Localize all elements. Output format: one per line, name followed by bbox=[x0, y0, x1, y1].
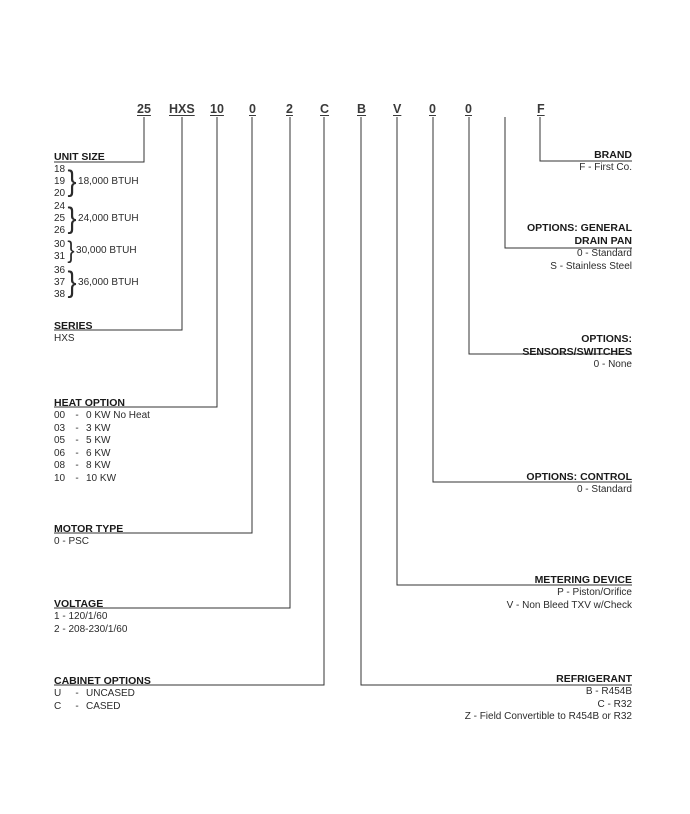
unit-size-value: 37 bbox=[54, 277, 66, 289]
series-section bbox=[54, 320, 93, 346]
refrigerant-item: B - R454B bbox=[585, 686, 632, 697]
motor-type-section bbox=[54, 523, 123, 549]
brace-icon: } bbox=[67, 202, 77, 236]
motor-type-title: MOTOR TYPE bbox=[54, 523, 124, 535]
unit-size-value: 25 bbox=[54, 213, 66, 225]
voltage-item: 1 - 120/1/60 bbox=[54, 611, 108, 622]
brand-item: F - First Co. bbox=[579, 162, 632, 173]
unit-size-value: 18 bbox=[54, 164, 66, 175]
code-cabinet-options: C bbox=[320, 102, 330, 116]
heat-option-row: 00 - 0 KW No Heat bbox=[54, 410, 150, 421]
code-unit-size: 25 bbox=[137, 102, 151, 116]
refrigerant-title: REFRIGERANT bbox=[556, 673, 632, 685]
brand-title: BRAND bbox=[594, 149, 632, 161]
brace-icon: } bbox=[67, 165, 77, 199]
options-general-item: S - Stainless Steel bbox=[550, 260, 632, 272]
unit-size-title: UNIT SIZE bbox=[54, 151, 105, 163]
unit-size-group-24k bbox=[54, 201, 139, 238]
heat-option-row: 10 - 10 KW bbox=[54, 472, 117, 484]
options-general-subtitle: DRAIN PAN bbox=[574, 235, 632, 247]
unit-size-capacity: 36,000 BTUH bbox=[78, 277, 139, 289]
heat-option-row: 06 - 6 KW bbox=[54, 447, 111, 459]
unit-size-value: 36 bbox=[54, 265, 66, 276]
heat-option-row: 05 - 5 KW bbox=[54, 435, 111, 447]
voltage-item: 2 - 208-230/1/60 bbox=[54, 623, 128, 635]
cabinet-options-row: C - CASED bbox=[54, 700, 121, 712]
options-control-section bbox=[526, 471, 632, 497]
code-series: HXS bbox=[169, 102, 195, 116]
metering-device-section bbox=[507, 574, 632, 612]
unit-size-value: 20 bbox=[54, 188, 66, 200]
unit-size-group-18k bbox=[54, 164, 139, 201]
code-refrigerant: B bbox=[357, 102, 367, 116]
cabinet-options-section bbox=[54, 675, 151, 713]
unit-size-group-30k bbox=[54, 239, 137, 263]
series-title: SERIES bbox=[54, 320, 93, 332]
options-sensors-subtitle: SENSORS/SWITCHES bbox=[522, 346, 632, 358]
motor-type-item: 0 - PSC bbox=[54, 536, 90, 547]
heat-option-row: 08 - 8 KW bbox=[54, 460, 111, 472]
options-sensors-item: 0 - None bbox=[593, 359, 632, 370]
code-motor-type: 0 bbox=[249, 102, 256, 116]
unit-size-capacity: 30,000 BTUH bbox=[76, 245, 137, 257]
metering-device-item: P - Piston/Orifice bbox=[557, 587, 632, 598]
unit-size-capacity: 18,000 BTUH bbox=[78, 176, 139, 188]
options-control-item: 0 - Standard bbox=[576, 484, 632, 495]
refrigerant-item: C - R32 bbox=[597, 698, 632, 710]
code-metering-device: V bbox=[393, 102, 402, 116]
unit-size-section bbox=[54, 151, 105, 164]
heat-option-row: 03 - 3 KW bbox=[54, 422, 111, 434]
brace-icon: } bbox=[67, 266, 77, 300]
brace-icon: } bbox=[67, 237, 75, 265]
voltage-section bbox=[54, 598, 127, 636]
unit-size-value: 30 bbox=[54, 239, 66, 250]
metering-device-item: V - Non Bleed TXV w/Check bbox=[506, 599, 632, 611]
unit-size-value: 31 bbox=[54, 251, 66, 263]
options-sensors-section bbox=[522, 333, 632, 372]
cabinet-options-title: CABINET OPTIONS bbox=[54, 675, 151, 687]
cabinet-options-row: U - UNCASED bbox=[54, 688, 135, 699]
unit-size-value: 26 bbox=[54, 225, 66, 237]
options-general-section bbox=[527, 222, 632, 273]
code-voltage: 2 bbox=[286, 102, 293, 116]
unit-size-value: 24 bbox=[54, 201, 66, 212]
metering-device-title: METERING DEVICE bbox=[534, 574, 632, 586]
code-heat-option: 10 bbox=[210, 102, 224, 116]
refrigerant-section bbox=[465, 673, 632, 724]
voltage-title: VOLTAGE bbox=[54, 598, 104, 610]
refrigerant-item: Z - Field Convertible to R454B or R32 bbox=[464, 711, 632, 723]
options-sensors-title: OPTIONS: bbox=[581, 333, 632, 345]
series-value: HXS bbox=[54, 333, 75, 344]
unit-size-capacity: 24,000 BTUH bbox=[78, 213, 139, 225]
options-control-title: OPTIONS: CONTROL bbox=[526, 471, 632, 483]
options-general-item: 0 - Standard bbox=[576, 248, 632, 259]
code-options-control: 0 bbox=[429, 102, 436, 116]
heat-option-section bbox=[54, 397, 150, 486]
brand-section bbox=[579, 149, 632, 175]
unit-size-value: 38 bbox=[54, 289, 66, 301]
unit-size-group-36k bbox=[54, 265, 139, 302]
heat-option-title: HEAT OPTION bbox=[54, 397, 125, 409]
code-brand: F bbox=[537, 102, 545, 116]
options-general-title: OPTIONS: GENERAL bbox=[526, 222, 632, 234]
unit-size-value: 19 bbox=[54, 176, 66, 188]
code-options-sensors: 0 bbox=[465, 102, 472, 116]
